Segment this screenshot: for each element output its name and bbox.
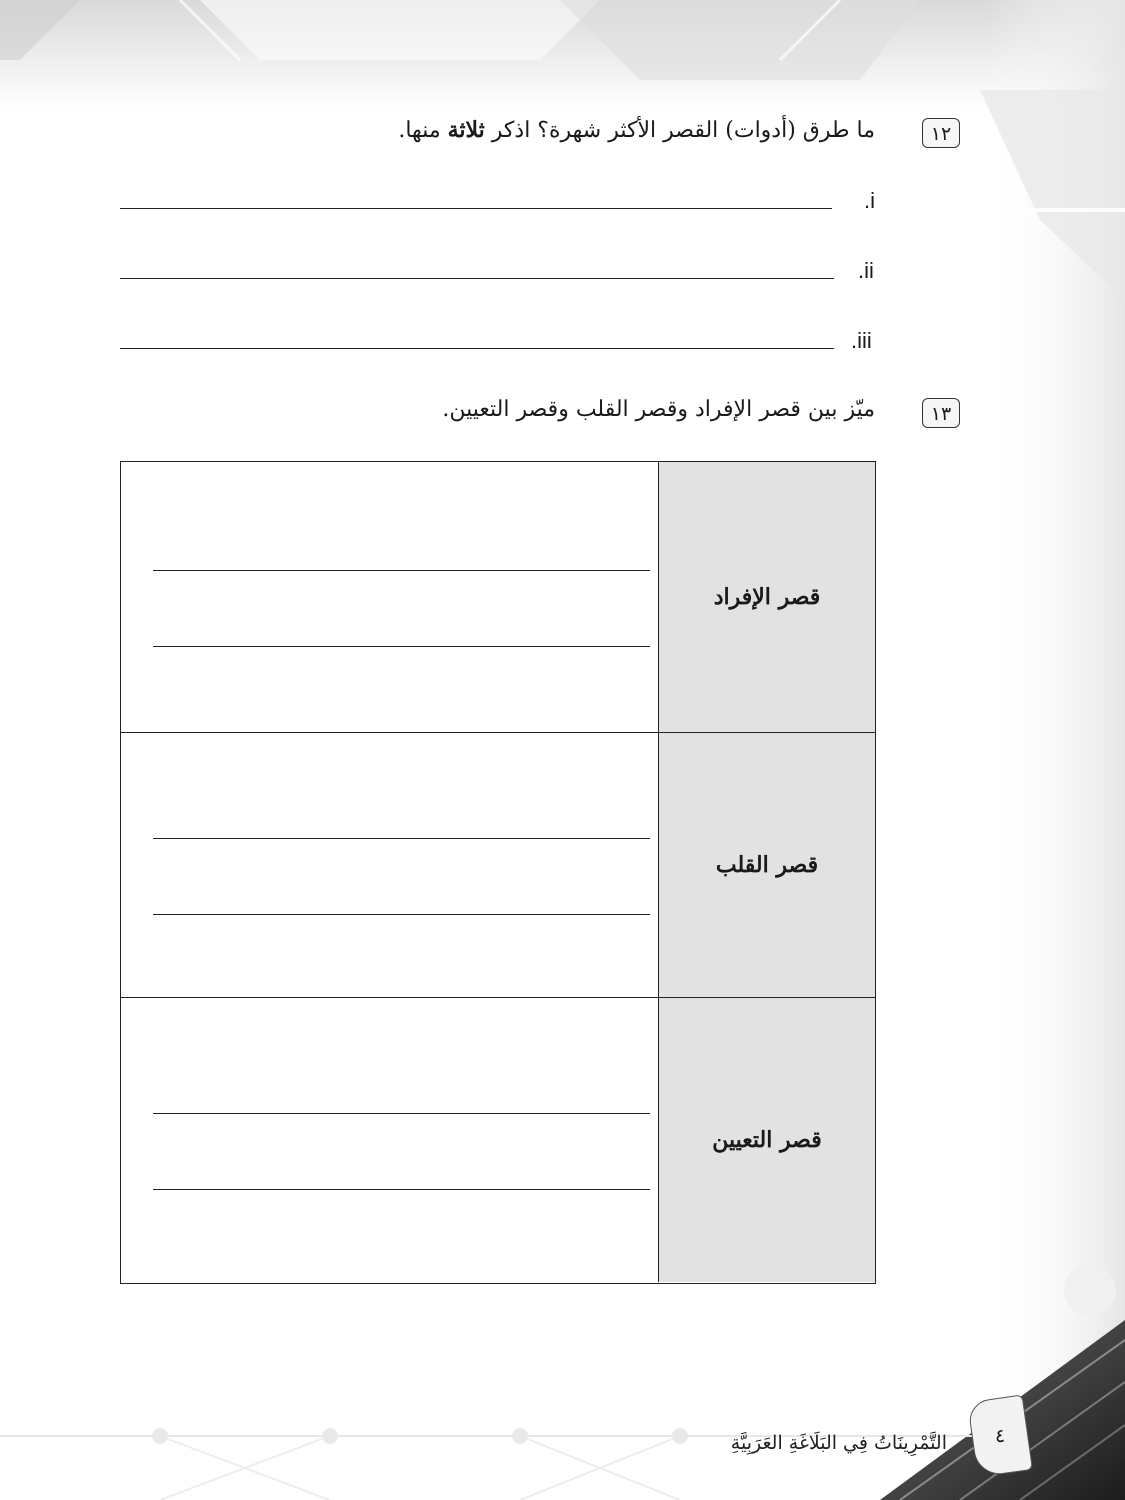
answer-line[interactable] — [153, 646, 650, 647]
emphasis-text: ثلاثة — [447, 117, 485, 143]
answer-line[interactable] — [153, 1113, 650, 1114]
table-row — [121, 732, 875, 997]
question-number-badge: ١٣ — [922, 398, 960, 428]
page-number: ٤ — [994, 1425, 1006, 1447]
question-text: ما طرق (أدوات) القصر الأكثر شهرة؟ اذكر ثلاثة منها. — [398, 117, 875, 143]
answer-line[interactable] — [120, 208, 832, 209]
answer-line[interactable] — [153, 570, 650, 571]
comparison-table — [120, 461, 876, 1284]
row-label-cell — [658, 998, 875, 1282]
answer-line[interactable] — [153, 838, 650, 839]
row-label: قصر التعيين — [712, 1127, 822, 1153]
answer-label: .i — [864, 188, 875, 213]
answer-line[interactable] — [120, 348, 834, 349]
question-text: ميّز بين قصر الإفراد وقصر القلب وقصر التعيين. — [442, 397, 875, 422]
answer-line[interactable] — [153, 914, 650, 915]
row-label-cell — [658, 733, 875, 997]
answer-label: .ii — [858, 258, 874, 283]
book-title: التَّمْرِينَاتُ فِي البَلَاغَةِ العَرَبِيَّةِ — [730, 1432, 947, 1454]
answer-line[interactable] — [153, 1189, 650, 1190]
answer-label: .iii — [851, 328, 872, 353]
table-row — [121, 462, 875, 732]
row-label: قصر القلب — [715, 852, 819, 878]
table-row — [121, 997, 875, 1282]
question-number-badge: ١٢ — [922, 118, 960, 148]
row-label: قصر الإفراد — [713, 584, 821, 610]
page-number-tab — [967, 1394, 1033, 1477]
answer-line[interactable] — [120, 278, 834, 279]
row-label-cell — [658, 462, 875, 732]
